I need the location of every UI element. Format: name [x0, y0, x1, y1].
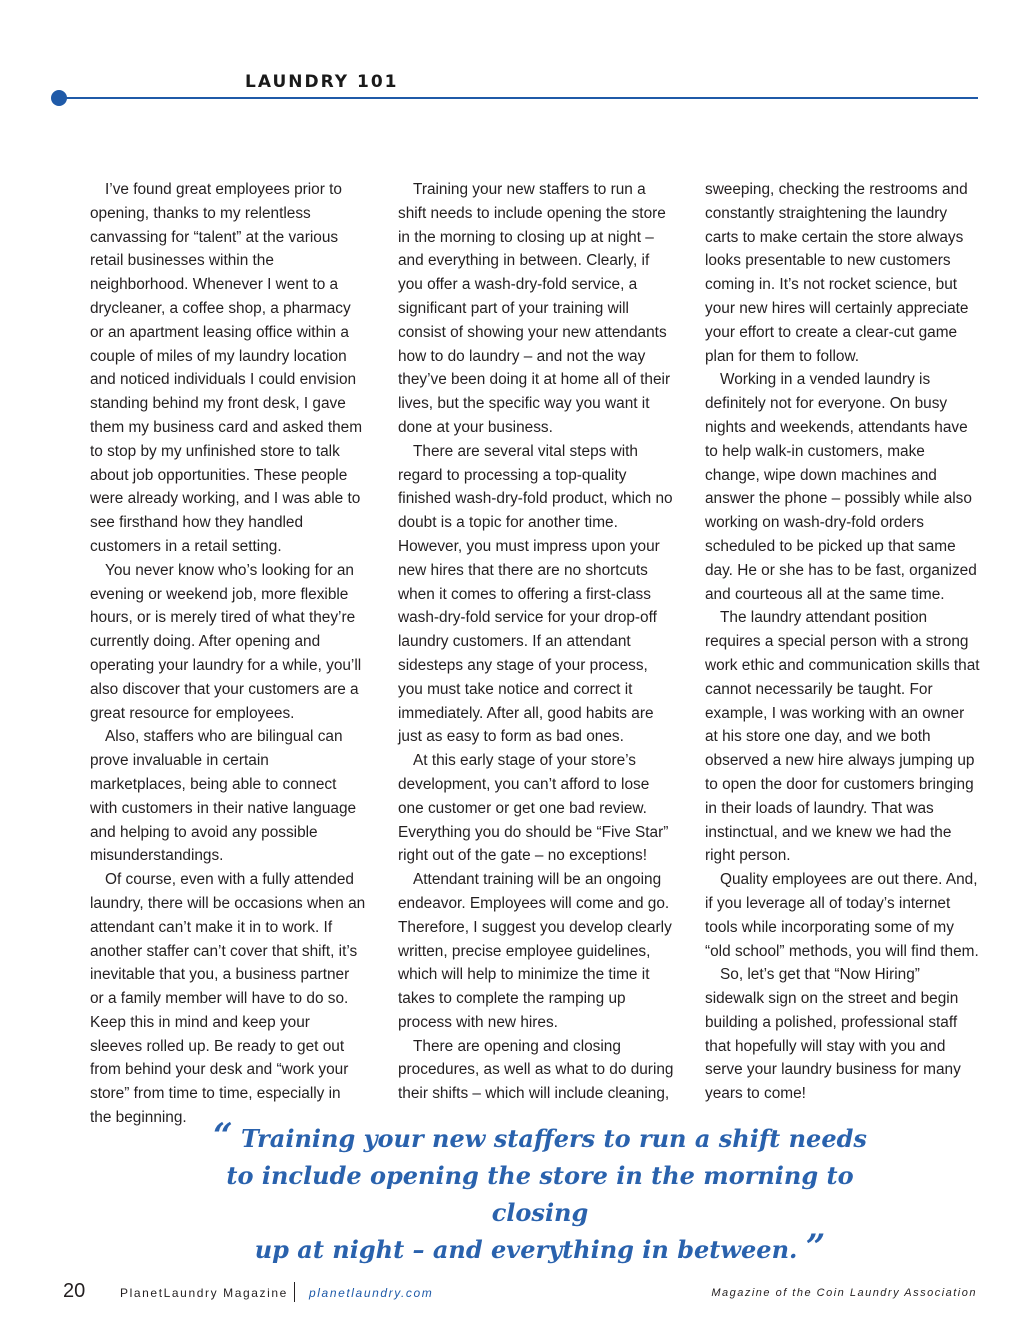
article-paragraph: At this early stage of your store’s development, you can’t afford to lose one customer or get one bad review. Everything you do should be “Five Star” right out of the gate – no exceptions!: [398, 752, 669, 865]
website-link[interactable]: planetlaundry.com: [309, 1286, 434, 1300]
article-body: [90, 178, 980, 1127]
magazine-name: PlanetLaundry Magazine: [120, 1286, 288, 1300]
article-paragraph: Working in a vended laundry is definitely not for everyone. On busy nights and weekends, attendants have to help walk-in customers, make change, wipe down machines and answer the phone – possibly while also working on wash-dry-fold orders scheduled to be picked up that same day. He or she has to be fast, organized and courteous all at the same time.: [705, 371, 977, 603]
article-paragraph: I’ve found great employees prior to opening, thanks to my relentless canvassing for “talent” at the various retail businesses within the neighborhood. Whenever I went to a drycleaner, a coffee shop, a pharmacy or an apartment leasing office within a couple of miles of my laundry location and noticed individuals I could envision standing behind my front desk, I gave them my business card and asked them to stop by my unfinished store to talk about job opportunities. These people were already working, and I was able to see firsthand how they handled customers in a retail setting.: [90, 181, 363, 555]
pull-quote-line-1: Training your new staffers to run a shift needs: [241, 1124, 867, 1153]
magazine-tagline: Magazine of the Coin Laundry Association: [711, 1287, 977, 1299]
page-footer: [0, 1280, 1024, 1306]
article-paragraph: You never know who’s looking for an evening or weekend job, more flexible hours, or is merely tired of what they’re currently doing. After opening and operating your laundry for a while, you’ll also discover that your customers are a great resource for employees.: [90, 561, 362, 722]
open-quote-mark: “: [213, 1116, 233, 1156]
article-paragraph: The laundry attendant position requires a special person with a strong work ethic and communication skills that cannot necessarily be taught. For example, I was working with an owner at his store one day, and we both observed a new hire always jumping up to open the door for customers bringing in their loads of laundry. That was instinctual, and we knew we had the right person.: [705, 609, 980, 865]
footer-divider: [294, 1282, 295, 1302]
article-paragraph: Quality employees are out there. And, if you leverage all of today’s internet tools while incorporating some of my “old school” methods, you will find them.: [705, 871, 979, 960]
article-paragraph: There are several vital steps with regard to processing a top-quality finished wash-dry-fold product, which no doubt is a topic for another time. However, you must impress upon your new hires that there are no shortcuts when it comes to offering a first-class wash-dry-fold service for your drop-off laundry customers. If an attendant sidesteps any stage of your process, you must take notice and correct it immediately. After all, good habits are just as easy to form as bad ones.: [398, 442, 673, 746]
article-paragraph: Also, staffers who are bilingual can prove invaluable in certain marketplaces, being able to connect with customers in their native language and helping to avoid any possible misunderstandings.: [90, 728, 357, 865]
page-number: 20: [63, 1280, 86, 1302]
article-paragraph: Attendant training will be an ongoing endeavor. Employees will come and go. Therefore, I suggest you develop clearly written, precise employee guidelines, which will help to minimize the time it takes to complete the ramping up process with new hires.: [398, 871, 672, 1031]
article-column-1: [90, 178, 366, 1130]
article-paragraph: So, let’s get that “Now Hiring” sidewalk sign on the street and begin building a polished, professional staff that hopefully will stay with you and serve your laundry business for many years to come!: [705, 966, 961, 1103]
article-column-2: [398, 178, 674, 1106]
article-paragraph: Of course, even with a fully attended laundry, there will be occasions when an attendant can’t make it in to work. If another staffer can’t cover that shift, it’s inevitable that you, a business partner or a family member will have to do so. Keep this in mind and keep your sleeves rolled up. Be ready to get out from behind your desk and “work your store” from time to time, especially in the beginning.: [90, 871, 366, 1127]
article-column-3: [705, 178, 981, 1106]
pull-quote: [200, 1116, 880, 1268]
close-quote-mark: ”: [805, 1227, 826, 1267]
header-rule: [60, 97, 978, 99]
pull-quote-line-3: up at night – and everything in between.: [254, 1235, 798, 1264]
article-paragraph: sweeping, checking the restrooms and constantly straightening the laundry carts to make certain the store always looks presentable to new customers coming in. It’s not rocket science, but your new hires will certainly appreciate your effort to create a clear-cut game plan for them to follow.: [705, 181, 969, 365]
article-paragraph: There are opening and closing procedures, as well as what to do during their shifts – which will include cleaning,: [398, 1037, 674, 1103]
section-title: LAUNDRY 101: [245, 72, 399, 92]
article-paragraph: Training your new staffers to run a shift needs to include opening the store in the morning to closing up at night – and everything in between. Clearly, if you offer a wash-dry-fold service, a significant part of your training will consist of showing your new attendants how to do laundry – and not the way they’ve been doing it at home all of their lives, but the specific way you want it done at your business.: [398, 181, 671, 436]
pull-quote-line-2: to include opening the store in the morning to closing: [226, 1161, 854, 1227]
